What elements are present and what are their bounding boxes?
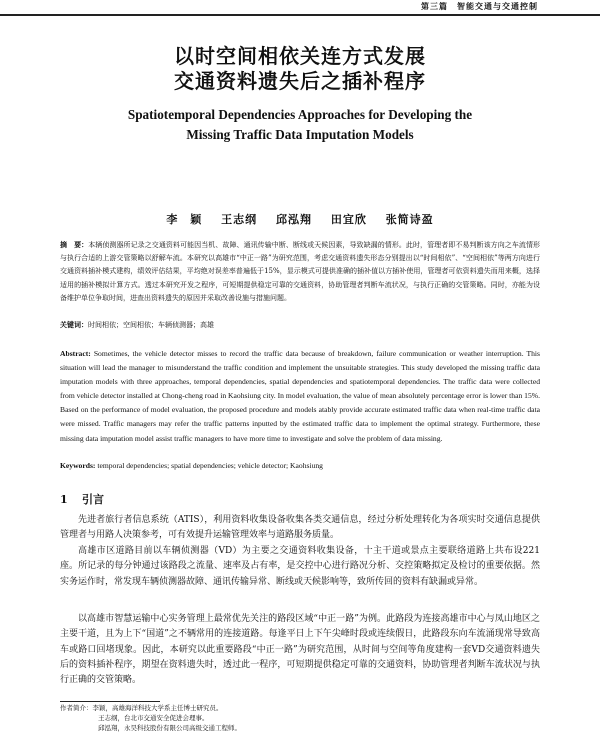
chinese-title-line-2: 交通资料遗失后之插补程序 xyxy=(174,69,426,93)
english-keywords xyxy=(60,459,540,472)
section-heading xyxy=(60,491,104,507)
author-name: 李 颖 xyxy=(166,213,203,226)
author-name: 邱泓翔 xyxy=(276,213,312,226)
chinese-keywords-label: 关键词： xyxy=(60,320,88,329)
body-paragraph: 先进者旅行者信息系统（ATIS），利用资料收集设备收集各类交通信息，经过分析处理转化为各项实时交通信息提供管理者与用路人决策参考，可有效提升运输管理效率与道路服务质量。 xyxy=(60,515,540,541)
section-title: 引言 xyxy=(82,493,104,506)
author-name: 田宜欣 xyxy=(330,213,367,226)
body-paragraph: 高雄市区道路目前以车辆侦测器（VD）为主要之交通资料收集设备，十主干道或景点主要联络道路上共布设221座。所记录的每分钟通过该路段之流量、速率及占有率，是交控中心进行路况分析、交控策略拟定及检讨的重要依据。然实务运作时，常发现车辆侦测器故障、通讯传输异常、断线或天候影响等，致所传回的资料有缺漏或异常。 xyxy=(60,546,540,587)
chinese-abstract xyxy=(60,238,540,305)
chinese-abstract-text: 本辆侦测器所记录之交通资料可能因当机、故障、通讯传输中断、断线或天候因素，导致缺漏的情形。此时，管理者即不易判断该方向之车流情形与执行合适的上游交管策略以舒解车流。本研究以高雄市“中正一路”为研究范围，考虑交通资料遗失形态分别提出以“时间相依”、“空间相依”等两方向进行交通资料插补模式建构，绩效评估结果，平均绝对误差率普遍低于15%，显示模式可提供准确的插补值以方插补使用，管理者可依资料遗失而用来概，选择适用的插补模拟计算方式。透过本研究开发之程序，可短期提供稳定可靠的交通资料，协助管理者判断车流状况，与执行正确的交管策略。同时，亦能为设备维护单位争取时间，进查出资料遗失的原因并采取改善设施与措施问题。 xyxy=(60,241,541,302)
footnote-line: 作者简介：李颖，高雄海洋科技大学系主任博士研究员。 xyxy=(60,704,223,712)
body-paragraph: 以高雄市智慧运输中心实务管理上最常优先关注的路段区域“中正一路”为例。此路段为连接高雄市中心与凤山地区之主要干道，且为上下“国道”之不辆常用的连接道路。每逢平日上下午尖峰时段或连续假日，此路段东向车流涌现常导致高车或路口回堵现象。因此，本研究以此重要路段“中正一路”为研究范围，从时间与空间等角度建构一套VD交通资料遗失后的资料插补程序，期望在资料遗失时，透过此一程序，可短期提供稳定可靠的交通资料，协助管理者判断车流状况与执行正确的交管策略。 xyxy=(60,614,540,686)
section-number: 1 xyxy=(60,493,68,506)
chinese-abstract-label: 摘 要： xyxy=(60,240,89,249)
english-title-line-2: Missing Traffic Data Imputation Models xyxy=(186,127,414,142)
chinese-title-line-1: 以时空间相依关连方式发展 xyxy=(174,44,426,68)
running-header xyxy=(0,0,600,16)
author-list xyxy=(0,211,600,227)
author-name: 王志纲 xyxy=(221,213,258,226)
english-keywords-text: temporal dependencies; spatial dependencies; vehicle detector; Kaohsiung xyxy=(97,461,323,470)
footnote-line: 王志纲，台北市交通安全促进会理事。 xyxy=(98,714,209,722)
chinese-keywords xyxy=(60,318,540,332)
author-name: 张简诗盈 xyxy=(385,213,434,226)
running-head-text: 第三篇 智能交通与交通控制 xyxy=(421,1,538,11)
footnote-divider xyxy=(60,701,160,702)
chinese-keywords-text: 时间相依；空间相依；车辆侦测器；高雄 xyxy=(88,321,214,329)
english-keywords-label: Keywords: xyxy=(60,461,96,470)
english-title-line-1: Spatiotemporal Dependencies Approaches for Developing the xyxy=(127,107,473,122)
english-abstract-label: Abstract: xyxy=(60,349,91,358)
english-abstract-text: Sometimes, the vehicle detector misses to record the traffic data because of breakdown, failure communication or weather interruption. This situation will lead the manager to misunderstand the traffic condition and implement the unsuitable strategies. This study developed the missing traffic data imputation models with three approaches, temporal dependencies, spatial dependencies and spatiotemporal dependencies. The traffic data were collected from vehicle detector installed at Chong-cheng road in Kaohsiung city. In model evaluation, the value of mean absolutely percentage error is lower than 15%. Based on the performance of model evaluation, the proposed procedure and models atably provide accurate estimated traffic data when real-time traffic data were missed. Traffic managers may refer the traffic patterns inputted by the estimated traffic data to implement the optimal strategy. Furthermore, these missing data imputation model assist traffic managers to have more time to investigate and solve the problem of data missing. xyxy=(60,349,540,443)
footnote-line: 邱泓翔，永昊科技股份有限公司高级交通工程师。 xyxy=(98,724,241,732)
english-abstract xyxy=(60,347,540,446)
